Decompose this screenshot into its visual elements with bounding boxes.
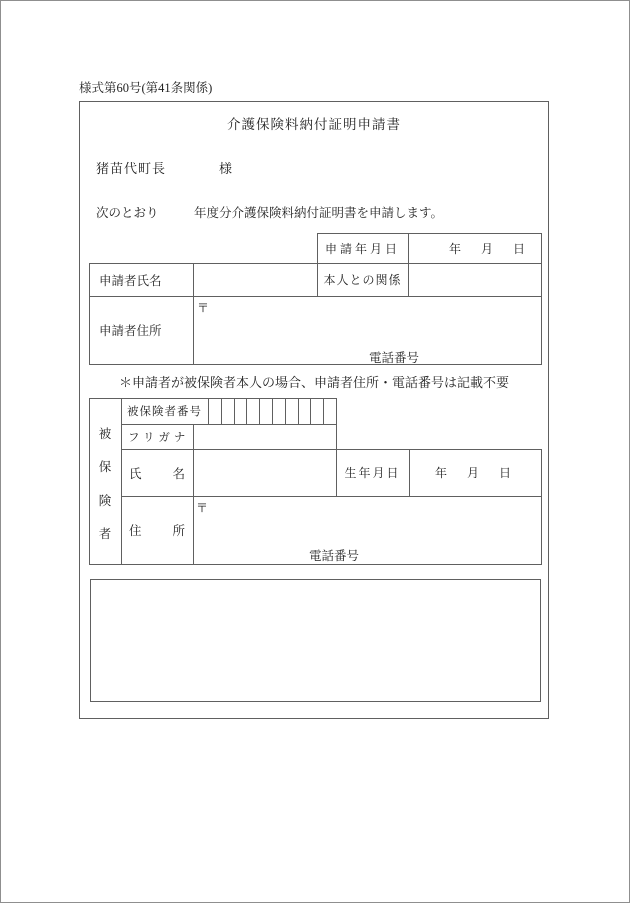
insured-name-field[interactable] <box>193 449 336 496</box>
applicant-address-label: 申請者住所 <box>99 324 162 338</box>
insured-name-label <box>121 449 193 496</box>
label-char: 名 <box>172 466 185 481</box>
fiscal-year-blank[interactable] <box>165 201 193 217</box>
remarks-box[interactable] <box>90 579 541 702</box>
addressee: 猪苗代町長 <box>96 161 167 176</box>
postal-mark: 〒 <box>196 501 209 515</box>
insured-group-char: 被 <box>98 427 112 441</box>
insured-number-digit-box[interactable] <box>323 398 336 424</box>
insured-group-char: 保 <box>98 460 112 475</box>
label-char: 所 <box>172 524 185 538</box>
insured-address-field[interactable] <box>193 496 541 564</box>
intro-body: 年度分介護保険料納付証明書を申請します。 <box>194 206 444 220</box>
insured-number-digit-box[interactable] <box>272 398 285 424</box>
insured-group-char: 者 <box>98 526 112 541</box>
form-note: ＊申請者が被保険者本人の場合、申請者住所・電話番号は記載不要 <box>118 375 509 390</box>
furigana-label: フリガナ <box>128 431 190 444</box>
line <box>89 364 542 365</box>
insured-phone-label: 電話番号 <box>309 549 360 563</box>
applicant-table <box>89 233 542 365</box>
insured-group-label <box>89 398 121 564</box>
insured-number-digit-box[interactable] <box>234 398 247 424</box>
line <box>89 564 542 565</box>
applicant-address-field[interactable] <box>193 296 541 364</box>
addressee-honorific: 様 <box>219 161 233 176</box>
birthdate-label: 生年月日 <box>344 466 401 480</box>
relation-field[interactable] <box>408 263 541 296</box>
insured-number-digit-box[interactable] <box>298 398 311 424</box>
insured-address-label <box>121 496 193 564</box>
relation-label: 本人との関係 <box>323 273 402 287</box>
insured-number-label: 被保険者番号 <box>127 406 202 418</box>
applicant-name-label: 申請者氏名 <box>99 273 162 288</box>
application-date-field[interactable]: 年 月 日 <box>448 241 529 256</box>
form-title: 介護保険料納付証明申請書 <box>227 117 401 132</box>
furigana-field[interactable] <box>193 424 336 449</box>
insured-number-boxes <box>208 398 336 424</box>
form-number: 様式第60号(第41条関係) <box>79 81 213 95</box>
line <box>541 233 542 364</box>
applicant-phone-label: 電話番号 <box>369 351 420 365</box>
insured-number-digit-box[interactable] <box>285 398 298 424</box>
insured-number-digit-box[interactable] <box>208 398 221 424</box>
postal-mark: 〒 <box>197 301 210 315</box>
application-date-label: 申請年月日 <box>324 241 400 256</box>
birthdate-field[interactable]: 年 月 日 <box>434 466 515 480</box>
applicant-name-field[interactable] <box>193 263 317 296</box>
intro-lead: 次のとおり <box>96 206 159 220</box>
insured-number-digit-box[interactable] <box>310 398 323 424</box>
insured-table <box>89 398 542 565</box>
line <box>541 449 542 564</box>
label-char: 住 <box>129 524 142 538</box>
insured-number-digit-box[interactable] <box>246 398 259 424</box>
insured-group-char: 険 <box>98 493 112 508</box>
insured-number-digit-box[interactable] <box>259 398 272 424</box>
insured-number-digit-box[interactable] <box>221 398 234 424</box>
label-char: 氏 <box>129 466 142 481</box>
